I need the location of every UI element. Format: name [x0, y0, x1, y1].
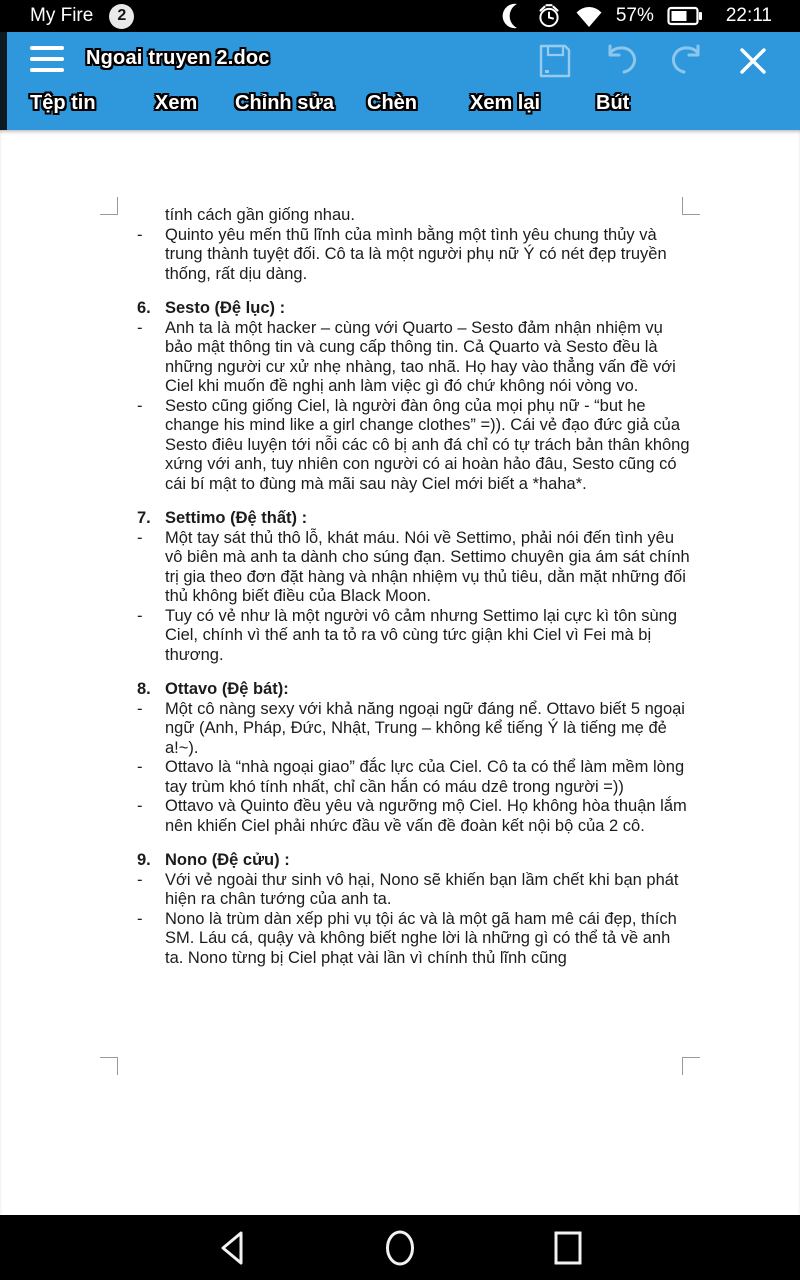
doc-heading — [135, 851, 691, 871]
alarm-clock-icon — [536, 3, 562, 29]
app-header — [0, 32, 800, 130]
doc-paragraph — [135, 910, 691, 969]
doc-heading — [135, 680, 691, 700]
doc-paragraph — [135, 206, 691, 226]
paragraph-text: Anh ta là một hacker – cùng với Quarto – Sesto đảm nhận nhiệm vụ bảo mật thông tin và cung cấp thông tin. Cả Quarto và Sesto đều là những người cư xử nhẹ nhàng, tao nhã. Họ hay vào thẳng vấn đề với Ciel khi muốn đề nghị anh làm việc gì đó chứ không nói vòng vo. — [165, 318, 676, 395]
bullet-dash: - — [137, 870, 143, 889]
heading-number: 9. — [137, 851, 151, 869]
document-page[interactable] — [0, 130, 800, 1215]
doc-paragraph — [135, 226, 691, 285]
doc-paragraph — [135, 700, 691, 759]
menu-bar — [0, 88, 800, 130]
bullet-dash: - — [137, 797, 143, 815]
doc-paragraph — [135, 758, 691, 797]
document-text — [135, 206, 691, 968]
redo-icon[interactable] — [666, 42, 708, 80]
bullet-dash: - — [137, 318, 143, 337]
paragraph-text: Settimo (Đệ thất) : — [165, 509, 308, 527]
paragraph-text: Tuy có vẻ như là một người vô cảm nhưng Settimo lại cực kì tôn sùng Ciel, chính vì thế anh ta tỏ ra vô cùng tức giận khi Ciel vì Fei mà bị thương. — [165, 606, 678, 664]
menu-item-3[interactable]: Chỉnh sửa — [235, 92, 334, 114]
margin-mark-top-left — [100, 197, 118, 215]
close-icon[interactable] — [732, 42, 774, 80]
doc-paragraph — [135, 607, 691, 666]
doc-heading — [135, 299, 691, 319]
bullet-dash: - — [137, 909, 143, 928]
bullet-dash: - — [137, 225, 143, 244]
doc-paragraph — [135, 871, 691, 910]
paragraph-text: Nono là trùm dàn xếp phi vụ tội ác và là một gã ham mê cái đẹp, thích SM. Láu cá, quậy và không biết nghe lời là những gì có thể tả về anh ta. Nono từng bị Ciel phạt vài lần vì chính thủ lĩnh cũng — [165, 909, 677, 967]
margin-mark-bottom-left — [100, 1057, 118, 1075]
toolbar-icons — [534, 42, 774, 80]
notification-count-badge: 2 — [109, 4, 134, 29]
bullet-dash: - — [137, 606, 143, 625]
bullet-dash: - — [137, 396, 143, 415]
battery-icon — [667, 6, 703, 26]
hamburger-menu-icon[interactable] — [30, 46, 64, 72]
bullet-dash: - — [137, 528, 143, 547]
clock-time: 22:11 — [725, 5, 772, 26]
doc-heading — [135, 509, 691, 529]
paragraph-text: Ottavo là “nhà ngoại giao” đắc lực của Ciel. Cô ta có thể làm mềm lòng tay trùm khó tính nhất, chỉ cần hắn có máu dzê trong người =)) — [165, 758, 685, 796]
paragraph-text: Sesto (Đệ lục) : — [165, 299, 286, 317]
status-bar-right — [501, 0, 772, 32]
wifi-icon — [575, 4, 603, 28]
menu-item-2[interactable]: Xem — [155, 92, 198, 114]
menu-item-5[interactable]: Xem lại — [470, 92, 541, 114]
paragraph-text: Một tay sát thủ thô lỗ, khát máu. Nói về Settimo, phải nói đến tình yêu vô biên mà anh ta dành cho súng đạn. Settimo chuyên gia ám sát chính trị gia theo đơn đặt hàng và nhận nhiệm vụ thủ tiêu, dằn mặt những đối thủ không biết điều của Black Moon. — [165, 528, 690, 605]
document-title: Ngoai truyen 2.doc — [86, 47, 270, 69]
heading-number: 6. — [137, 299, 151, 317]
doc-paragraph — [135, 397, 691, 495]
save-icon[interactable] — [534, 42, 576, 80]
battery-percent: 57% — [615, 5, 654, 26]
back-button[interactable] — [197, 1215, 267, 1280]
paragraph-text: Quinto yêu mến thũ lĩnh của mình bằng một tình yêu chung thủy và trung thành tuyệt đối. Cô ta là một người phụ nữ Ý có nét đẹp truyền thống, rất dịu dàng. — [165, 225, 667, 283]
android-nav-bar — [0, 1215, 800, 1280]
bullet-dash: - — [137, 699, 143, 718]
paragraph-text: Nono (Đệ cửu) : — [165, 851, 290, 869]
bullet-dash: - — [137, 758, 143, 776]
doc-paragraph — [135, 529, 691, 607]
menu-item-1[interactable]: Tệp tin — [30, 92, 96, 114]
margin-mark-bottom-right — [682, 1057, 700, 1075]
status-bar — [0, 0, 800, 32]
heading-number: 7. — [137, 509, 151, 527]
heading-number: 8. — [137, 680, 151, 698]
recents-button[interactable] — [533, 1215, 603, 1280]
paragraph-text: Ottavo và Quinto đều yêu và ngưỡng mộ Ciel. Họ không hòa thuận lắm nên khiến Ciel phải nhức đầu về vấn đề đoàn kết nội bộ của 2 cô. — [165, 797, 687, 835]
doc-paragraph — [135, 797, 691, 836]
paragraph-text: Sesto cũng giống Ciel, là người đàn ông của mọi phụ nữ - “but he change his mind like a girl change clothes” =)). Cái vẻ đạo đức giả của Sesto điêu luyện tới nỗi các cô bị anh đá chỉ có tự trách bản thân không xứng với anh, tuy nhiên con người có ai hoàn hảo đâu, Sesto cũng có cái bí mật to đùng mà mãi sau này Ciel mới biết a *haha*. — [165, 396, 690, 493]
home-button[interactable] — [365, 1215, 435, 1280]
paragraph-text: Ottavo (Đệ bát): — [165, 680, 289, 698]
paragraph-text: Một cô nàng sexy với khả năng ngoại ngữ đáng nể. Ottavo biết 5 ngoại ngữ (Anh, Pháp, Đức, Nhật, Trung – không kể tiếng Ý là tiếng mẹ đẻ a!~). — [165, 699, 685, 757]
paragraph-text: tính cách gần giống nhau. — [165, 206, 355, 224]
undo-icon[interactable] — [600, 42, 642, 80]
paragraph-text: Với vẻ ngoài thư sinh vô hại, Nono sẽ khiến bạn lầm chết khi bạn phát hiện ra chân tướng của anh ta. — [165, 870, 679, 908]
menu-item-4[interactable]: Chèn — [367, 92, 417, 114]
title-row — [0, 32, 800, 88]
status-bar-left — [30, 0, 134, 32]
doc-paragraph — [135, 319, 691, 397]
menu-item-6[interactable]: Bút — [596, 92, 630, 114]
moon-icon — [501, 3, 523, 29]
device-name: My Fire — [30, 5, 94, 26]
